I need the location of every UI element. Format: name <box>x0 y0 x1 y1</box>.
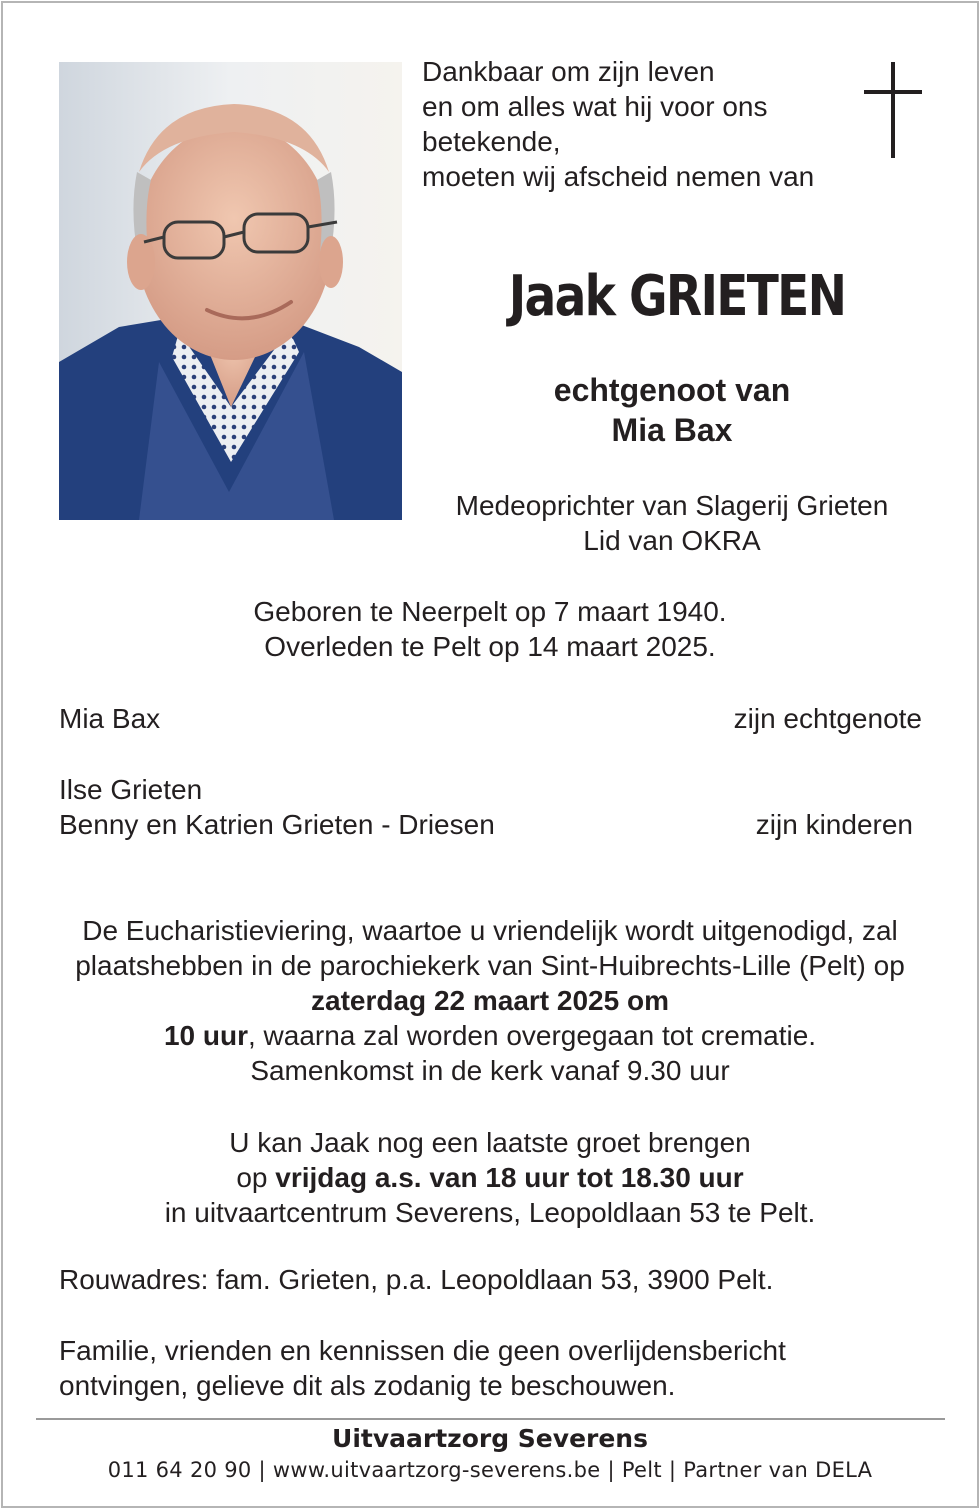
mass-time: 10 uur <box>163 1020 248 1051</box>
notice-text <box>59 1333 939 1403</box>
portrait-photo <box>59 62 402 520</box>
intro-line: betekende, <box>422 126 561 157</box>
family-member-name: Benny en Katrien Grieten - Driesen <box>59 809 495 840</box>
mass-text-2: , waarna zal worden overgegaan tot crematie. <box>247 1020 817 1051</box>
intro-line: Dankbaar om zijn leven <box>422 56 715 87</box>
family-relation: zijn echtgenote <box>733 703 922 734</box>
family-relation: zijn kinderen <box>755 809 913 840</box>
notice-line: ontvingen, gelieve dit als zodanig te beschouwen. <box>59 1370 676 1401</box>
funeral-mass-text <box>40 913 940 1088</box>
role-line: Lid van OKRA <box>583 525 761 556</box>
visit-line <box>40 1160 940 1195</box>
family-member-name: Ilse Grieten <box>59 774 203 805</box>
mass-date: zaterdag 22 maart 2025 om <box>311 985 669 1016</box>
intro-line: en om alles wat hij voor ons <box>422 91 768 122</box>
funeral-home-name: Uitvaartzorg Severens <box>332 1424 648 1453</box>
visit-when: vrijdag a.s. van 18 uur tot 18.30 uur <box>275 1162 744 1193</box>
visit-line: in uitvaartcentrum Severens, Leopoldlaan 53 te Pelt. <box>164 1197 816 1228</box>
deceased-name: Jaak GRIETEN <box>508 264 846 329</box>
footer-divider <box>36 1418 945 1420</box>
family-member-name: Mia Bax <box>59 703 161 734</box>
intro-line: moeten wij afscheid nemen van <box>422 161 815 192</box>
spouse-block <box>422 370 922 450</box>
role-line: Medeoprichter van Slagerij Grieten <box>455 490 889 521</box>
visitation-text <box>40 1125 940 1230</box>
life-dates <box>0 594 980 664</box>
death-line: Overleden te Pelt op 14 maart 2025. <box>264 631 716 662</box>
cross-icon <box>864 62 922 158</box>
visit-line: U kan Jaak nog een laatste groet brengen <box>229 1127 751 1158</box>
gathering-line: Samenkomst in de kerk vanaf 9.30 uur <box>250 1055 730 1086</box>
birth-line: Geboren te Neerpelt op 7 maart 1940. <box>253 596 727 627</box>
children-names <box>59 772 495 842</box>
roles-block <box>422 488 922 558</box>
spouse-label: echtgenoot van <box>553 372 791 408</box>
mass-text-1: De Eucharistieviering, waartoe u vriendelijk wordt uitgenodigd, zal plaatshebben in de parochiekerk van Sint-Huibrechts-Lille (Pelt) op <box>75 915 905 981</box>
funeral-home-contact: 011 64 20 90 | www.uitvaartzorg-severens.be | Pelt | Partner van DELA <box>107 1458 873 1482</box>
visit-prefix: op <box>236 1162 276 1193</box>
spouse-name: Mia Bax <box>611 412 733 448</box>
opening-text <box>422 54 862 194</box>
notice-line: Familie, vrienden en kennissen die geen overlijdensbericht <box>59 1335 786 1366</box>
mourning-address: Rouwadres: fam. Grieten, p.a. Leopoldlaan 53, 3900 Pelt. <box>59 1264 774 1295</box>
mass-paragraph <box>40 913 940 1053</box>
family-spouse-row <box>59 701 922 736</box>
family-children-row <box>59 772 922 842</box>
